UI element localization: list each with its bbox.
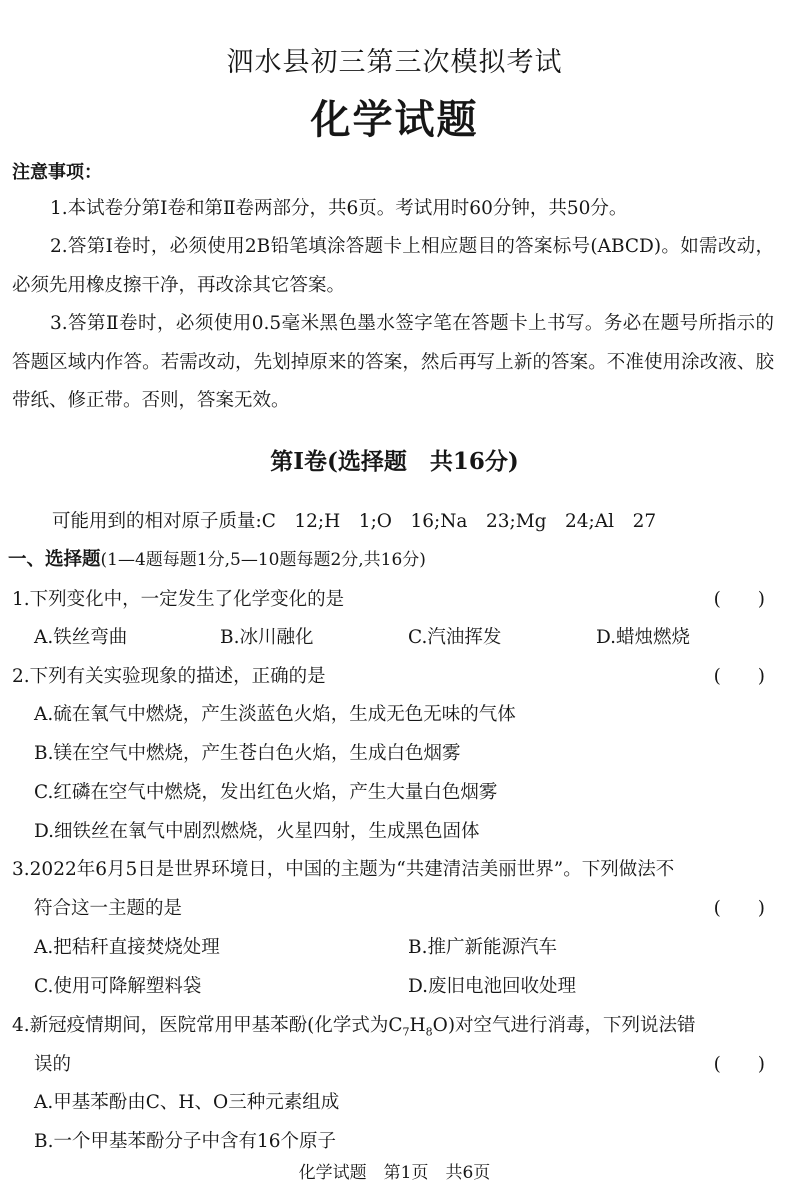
- part-heading-line: [8, 545, 426, 571]
- notice-heading: 注意事项：: [12, 162, 102, 183]
- q4-formula-sub-c: 7: [402, 1025, 410, 1039]
- q2-option-b: B.镁在空气中燃烧，产生苍白色火焰，生成白色烟雾: [34, 743, 461, 764]
- atomic-masses: 可能用到的相对原子质量:C 12;H 1;O 16;Na 23;Mg 24;Al 27: [52, 511, 657, 532]
- notice-item-3: 3.答第Ⅱ卷时，必须使用0.5毫米黑色墨水签字笔在答题卡上书写。务必在题号所指示的答题区域内作答。若需改动，先划掉原来的答案，然后再写上新的答案。不准使用涂改液、胶带纸、修正带。否则，答案无效。: [12, 313, 774, 411]
- notice-item-2: 2.答第Ⅰ卷时，必须使用2B铅笔填涂答题卡上相应题目的答案标号(ABCD)。如需改动，必须先用橡皮擦干净，再改涂其它答案。: [12, 236, 774, 296]
- q3-option-d: D.废旧电池回收处理: [408, 976, 577, 997]
- q4-formula-sub-h: 8: [425, 1025, 433, 1039]
- section-title: 第Ⅰ卷(选择题 共16分): [270, 448, 519, 475]
- q3-stem-line2: 符合这一主题的是: [34, 898, 183, 919]
- part-note: (1—4题每题1分,5—10题每题2分,共16分): [100, 550, 426, 570]
- q3-option-a: A.把秸秆直接焚烧处理: [34, 937, 220, 958]
- exam-title: 泗水县初三第三次模拟考试: [226, 47, 563, 78]
- q4-stem-part2: O)对空气进行消毒，下列说法错: [432, 1015, 696, 1036]
- q1-option-d: D.蜡烛燃烧: [596, 627, 691, 648]
- q4-answer-paren: ( ): [713, 1054, 765, 1075]
- q4-option-a: A.甲基苯酚由C、H、O三种元素组成: [34, 1092, 340, 1113]
- page-footer: 化学试题 第1页 共6页: [298, 1163, 491, 1183]
- part-heading: 一、选择题: [8, 549, 101, 570]
- q4-option-b: B.一个甲基苯酚分子中含有16个原子: [34, 1131, 337, 1152]
- subject-title: 化学试题: [310, 96, 479, 143]
- q3-answer-paren: ( ): [713, 898, 765, 919]
- q1-stem: 1.下列变化中，一定发生了化学变化的是: [12, 589, 345, 610]
- q2-option-d: D.细铁丝在氧气中剧烈燃烧，火星四射，生成黑色固体: [34, 821, 480, 842]
- q4-stem-part1: 4.新冠疫情期间，医院常用甲基苯酚(化学式为C: [12, 1015, 403, 1036]
- q2-option-c: C.红磷在空气中燃烧，发出红色火焰，产生大量白色烟雾: [34, 782, 498, 803]
- q3-option-c: C.使用可降解塑料袋: [34, 976, 202, 997]
- q4-stem-line1: [12, 1011, 696, 1039]
- q3-stem-line1: 3.2022年6月5日是世界环境日，中国的主题为“共建清洁美丽世界”。下列做法不: [12, 859, 675, 880]
- q2-answer-paren: ( ): [713, 666, 765, 687]
- notice-item-1: 1.本试卷分第Ⅰ卷和第Ⅱ卷两部分，共6页。考试用时60分钟，共50分。: [50, 198, 628, 219]
- q2-stem: 2.下列有关实验现象的描述，正确的是: [12, 666, 326, 687]
- q1-option-a: A.铁丝弯曲: [34, 627, 128, 648]
- q2-option-a: A.硫在氧气中燃烧，产生淡蓝色火焰，生成无色无味的气体: [34, 704, 516, 725]
- q4-stem-line2: 误的: [34, 1054, 72, 1075]
- q1-option-b: B.冰川融化: [220, 627, 314, 648]
- q1-answer-paren: ( ): [713, 589, 765, 610]
- q1-option-c: C.汽油挥发: [408, 627, 502, 648]
- q3-option-b: B.推广新能源汽车: [408, 937, 557, 958]
- q4-formula-h: H: [409, 1015, 426, 1036]
